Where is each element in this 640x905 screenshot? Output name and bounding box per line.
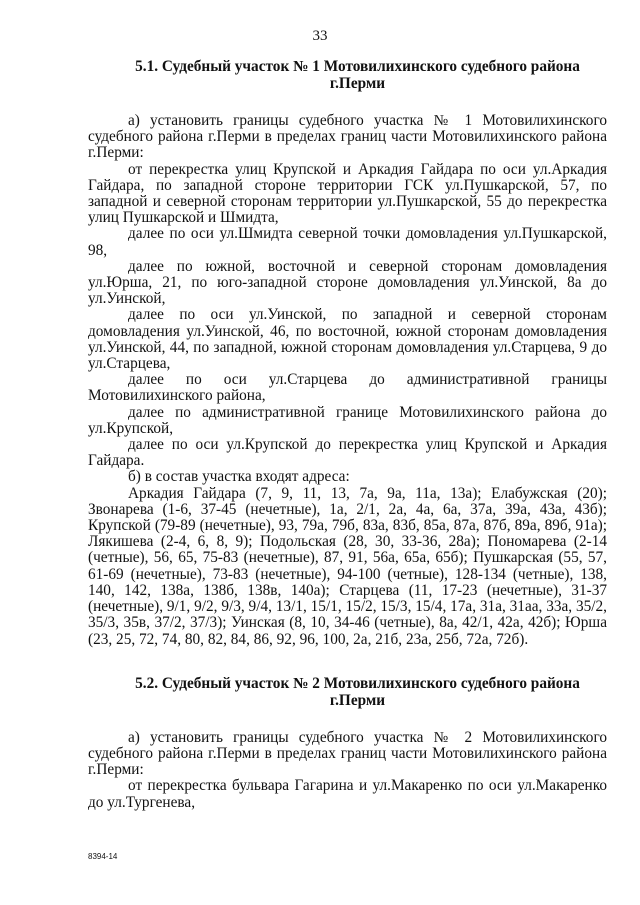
section-1-heading-line-2: г.Перми (329, 75, 386, 92)
document-body (88, 58, 607, 811)
section-1-paragraph: от перекрестка улиц Крупской и Аркадия Гайдара по оси ул.Аркадия Гайдара, по западной стороне территории ГСК ул.Пушкарской, 57, по западной и северной сторонам территории ул.Пушкарской, 55 до перекрестка улиц Пушкарской и Шмидта, (88, 160, 607, 227)
document-code: 8394-14 (88, 852, 118, 861)
section-1-paragraph: далее по южной, восточной и северной сторонам домовладения ул.Юрша, 21, по юго-западной стороне домовладения ул.Уинской, 8а до ул.Уинской, (88, 257, 607, 308)
page-number: 33 (312, 28, 328, 44)
section-2-heading-line-1: 5.2. Судебный участок № 2 Мотовилихинского судебного района (135, 674, 580, 692)
section-2-heading-line-2: г.Перми (329, 691, 386, 709)
section-2-paragraph: а) установить границы судебного участка № 2 Мотовилихинского судебного района г.Перми в пределах границ части Мотовилихинского района г.Перми: (88, 728, 607, 779)
section-2-paragraph: от перекрестка бульвара Гагарина и ул.Макаренко по оси ул.Макаренко до ул.Тургенева, (88, 777, 607, 811)
section-1-paragraph: далее по оси ул.Шмидта северной точки домовладения ул.Пушкарской, 98, (88, 225, 607, 259)
section-1-heading-line-1: 5.1. Судебный участок № 1 Мотовилихинского судебного района (135, 58, 580, 75)
section-1-paragraph: далее по оси ул.Уинской, по западной и северной сторонам домовладения ул.Уинской, 46, по восточной, южной сторонам домовладения ул.Уинской, 44, по западной, южной сторонам домовладения ул.Старцева, 9 до ул.Старцева, (88, 306, 607, 373)
section-1-paragraph: б) в состав участка входят адреса: (128, 468, 350, 486)
section-1-paragraph: далее по оси ул.Старцева до административной границы Мотовилихинского района, (88, 371, 607, 405)
section-1-paragraph: далее по оси ул.Крупской до перекрестка улиц Крупской и Аркадия Гайдара. (88, 436, 607, 470)
section-2-heading (108, 675, 607, 709)
section-1-paragraph: далее по административной границе Мотовилихинского района до ул.Крупской, (88, 403, 607, 437)
section-1-heading (108, 58, 607, 92)
section-1-paragraph: а) установить границы судебного участка № 1 Мотовилихинского судебного района г.Перми в пределах границ части Мотовилихинского района г.Перми: (88, 112, 607, 162)
section-1-address-list: Аркадия Гайдара (7, 9, 11, 13, 7а, 9а, 11а, 13а); Елабужская (20); Звонарева (1-6, 37-45 (нечетные), 1а, 2/1, 2а, 4а, 6а, 37а, 39а, 43а, 43б); Крупской (79-89 (нечетные), 93, 79а, 79б, 83а, 83б, 85а, 87а, 87б, 89а, 89б, 91а); Лякишева (2-4, 6, 8, 9); Подольская (28, 30, 33-36, 28а); Пономарева (2-14 (четные), 56, 65, 75-83 (нечетные), 87, 91, 56а, 65а, 65б); Пушкарская (55, 57, 61-69 (нечетные), 73-83 (нечетные), 94-100 (четные), 128-134 (четные), 138, 140, 142, 138а, 138б, 138в, 140а); Старцева (11, 17-23 (нечетные), 31-37 (нечетные), 9/1, 9/2, 9/3, 9/4, 13/1, 15/1, 15/2, 15/3, 15/4, 17а, 31а, 31аа, 33а, 35/2, 35/3, 35в, 37/2, 37/3); Уинская (8, 10, 34-46 (четные), 8а, 42/1, 42а, 42б); Юрша (23, 25, 72, 74, 80, 82, 84, 86, 92, 96, 100, 2а, 21б, 23а, 25б, 72а, 72б). (88, 484, 607, 648)
